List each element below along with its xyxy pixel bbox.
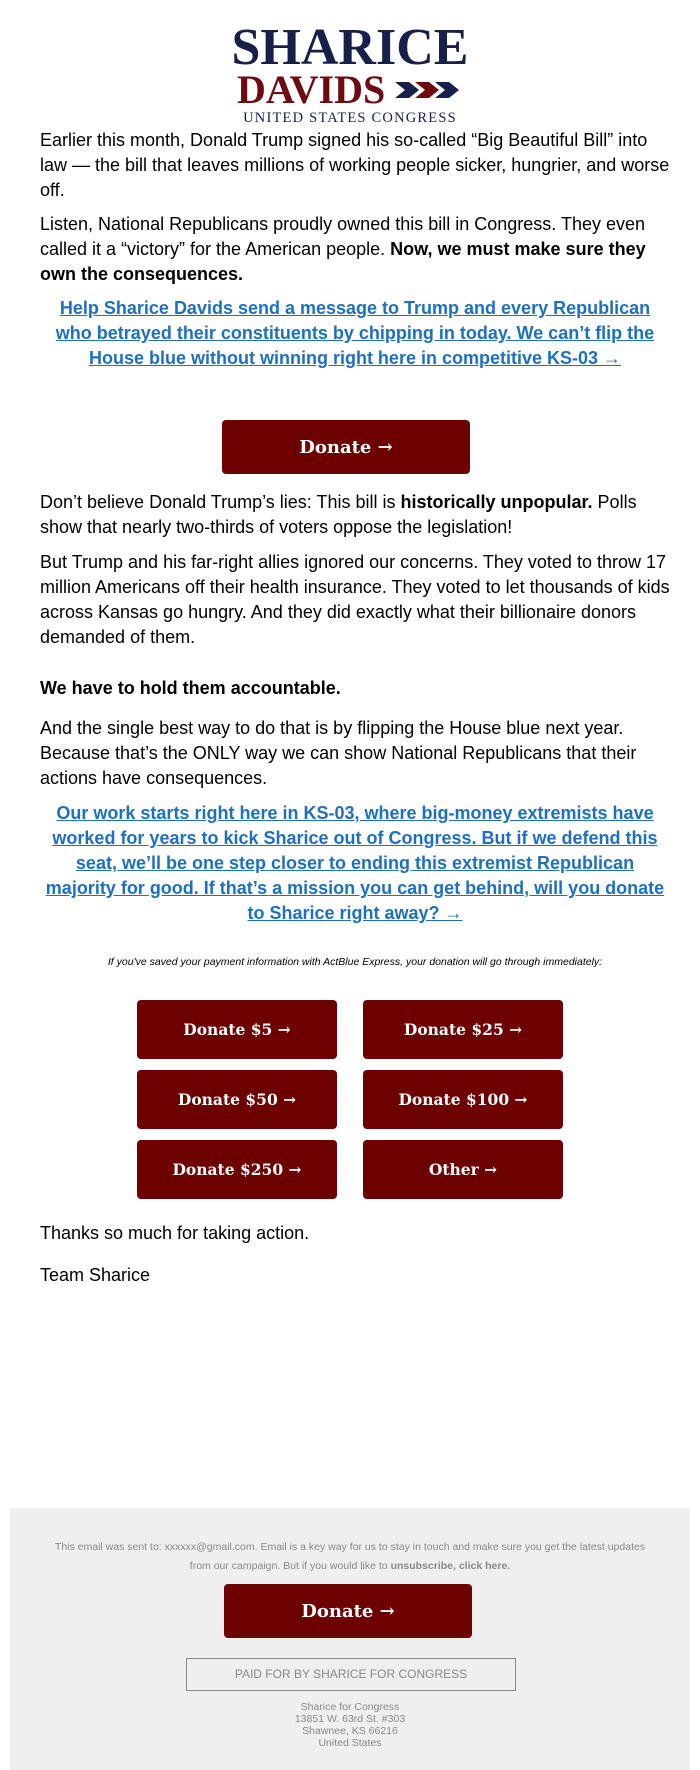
logo-last-name: DAVIDS <box>237 67 386 112</box>
paragraph-victory: Listen, National Republicans proudly owned this bill in Congress. They even called it a “victory” for the American people. Now, we must make sure they own the consequences. <box>40 214 646 284</box>
paragraph-intro: Earlier this month, Donald Trump signed his so-called “Big Beautiful Bill” into law — the bill that leaves millions of working people sicker, hungrier, and worse off. <box>40 130 670 200</box>
cta-link-message[interactable]: Help Sharice Davids send a message to Trump and every Republican who betrayed their constituents by chipping in today. We can’t flip the House blue without winning right here in competitive KS-03 → <box>55 298 655 368</box>
campaign-logo <box>229 19 471 126</box>
footer-sent-to-text: This email was sent to: xxxxxx@gmail.com. Email is a key way for us to stay in touch and make sure you get the latest updates from our campaign. But if you would like to unsubscribe, click here. <box>54 1541 646 1572</box>
signature: Team Sharice <box>40 1265 151 1285</box>
paragraph-allies: But Trump and his far-right allies ignored our concerns. They voted to throw 17 million Americans off their health insurance. They voted to let thousands of kids across Kansas go hungry. And they did exactly what their billionaire donors demanded of them. <box>40 552 670 647</box>
cta-link-ks03[interactable]: Our work starts right here in KS-03, where big-money extremists have worked for years to kick Sharice out of Congress. But if we defend this seat, we’ll be one step closer to ending this extremist Republican majority for good. If that’s a mission you can get behind, will you donate to Sharice right away? → <box>45 803 665 923</box>
logo-first-name: SHARICE <box>231 19 469 76</box>
donate-button[interactable]: Donate → <box>222 420 470 474</box>
actblue-express-note: If you've saved your payment information with ActBlue Express, your donation will go through immediately: <box>107 956 603 968</box>
emphasis-consequences: Now, we must make sure they own the consequences. <box>40 239 646 284</box>
chevron-arrows-icon <box>395 80 465 100</box>
footer-donate-button[interactable]: Donate → <box>224 1584 472 1638</box>
donate-100-button[interactable]: Donate $100 → <box>363 1070 563 1129</box>
thanks-text: Thanks so much for taking action. <box>40 1223 310 1243</box>
paragraph-accountable: We have to hold them accountable. <box>40 678 341 698</box>
donate-250-button[interactable]: Donate $250 → <box>137 1140 337 1199</box>
mailing-address: Sharice for Congress 13851 W. 63rd St. #303 Shawnee, KS 66216 United States <box>294 1701 406 1749</box>
donate-other-button[interactable]: Other → <box>363 1140 563 1199</box>
donate-5-button[interactable]: Donate $5 → <box>137 1000 337 1059</box>
email-body <box>10 0 690 1770</box>
email-footer <box>10 1508 690 1770</box>
paid-for-disclaimer: PAID FOR BY SHARICE FOR CONGRESS <box>186 1658 516 1691</box>
intro-section <box>40 128 670 203</box>
logo-subtitle: UNITED STATES CONGRESS <box>243 110 457 126</box>
donate-25-button[interactable]: Donate $25 → <box>363 1000 563 1059</box>
paragraph-flip-house: And the single best way to do that is by flipping the House blue next year. Because that’s the ONLY way we can show National Republicans that their actions have consequences. <box>40 718 637 788</box>
unsubscribe-link[interactable]: unsubscribe, click here. <box>390 1560 511 1572</box>
donate-50-button[interactable]: Donate $50 → <box>137 1070 337 1129</box>
paragraph-unpopular: Don’t believe Donald Trump’s lies: This bill is historically unpopular. Polls show that nearly two-thirds of voters oppose the legislation! <box>40 492 637 537</box>
